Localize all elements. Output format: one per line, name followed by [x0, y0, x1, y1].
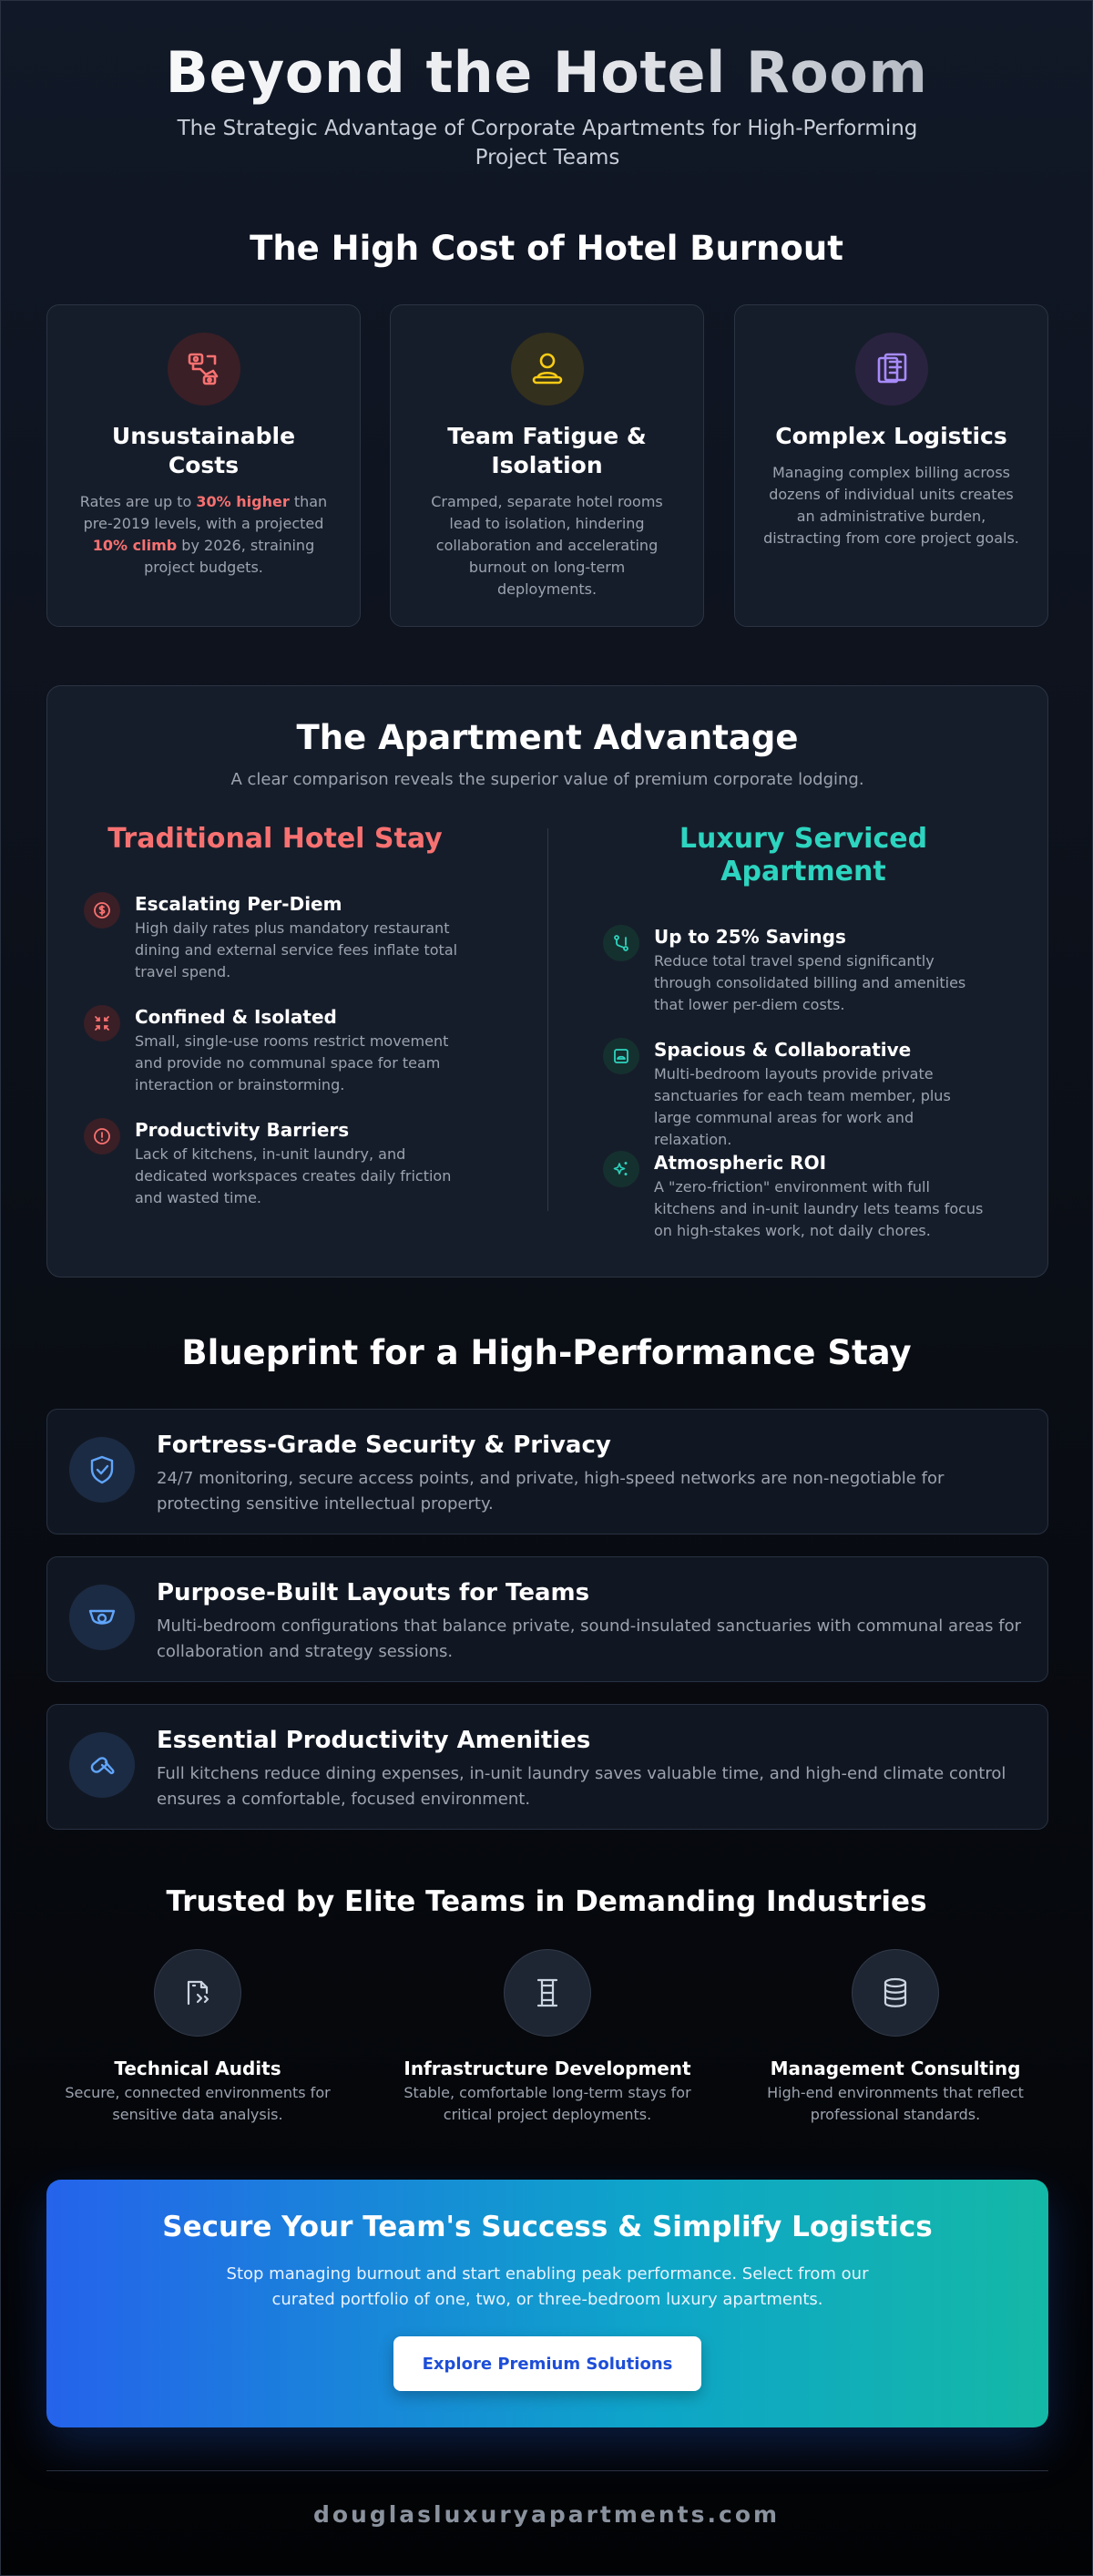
blueprint-row-title: Fortress-Grade Security & Privacy	[157, 1432, 611, 1459]
highlight-10-percent: 10% climb	[92, 537, 178, 554]
blueprint-section-title: Blueprint for a High-Performance Stay	[181, 1333, 912, 1372]
industry-text: High-end environments that reflect professional standards.	[767, 2084, 1024, 2123]
blueprint-row-security	[46, 1409, 1048, 1534]
advantage-panel	[46, 685, 1048, 1278]
cta-title: Secure Your Team's Success & Simplify Logistics	[162, 2211, 933, 2243]
card-text: Rates are up to 30% higher than pre-2019 levels, with a projected 10% climb by 2026, straining project budgets.	[79, 493, 328, 576]
advantage-subtitle: A clear comparison reveals the superior value of premium corporate lodging.	[230, 770, 864, 789]
hotel-item-per-diem	[84, 892, 466, 983]
compress-arrows-icon	[84, 1005, 120, 1042]
item-title: Escalating Per-Diem	[135, 893, 342, 915]
footer-domain: douglasluxuryapartments.com	[312, 2501, 781, 2528]
item-text: Small, single-use rooms restrict movement and provide no communal space for team interaction or brainstorming.	[135, 1032, 449, 1093]
apartment-item-roi	[603, 1151, 986, 1242]
card-title: Unsustainable Costs	[111, 423, 296, 478]
industry-title: Infrastructure Development	[403, 2058, 691, 2079]
advantage-title: The Apartment Advantage	[296, 718, 799, 757]
blueprint-row-amenities	[46, 1704, 1048, 1830]
industry-title: Management Consulting	[770, 2058, 1021, 2079]
industry-text: Stable, comfortable long-term stays for critical project deployments.	[403, 2084, 691, 2123]
item-text: Lack of kitchens, in-unit laundry, and dedicated workspaces creates daily friction and wasted time.	[135, 1145, 452, 1206]
trusted-section-title: Trusted by Elite Teams in Demanding Industries	[166, 1885, 927, 1918]
industry-title: Technical Audits	[114, 2058, 281, 2079]
item-title: Confined & Isolated	[135, 1006, 337, 1028]
item-text: Multi-bedroom layouts provide private sanctuaries for each team member, plus large communal areas for work and relaxation.	[654, 1065, 951, 1148]
card-title: Complex Logistics	[775, 423, 1007, 449]
person-alone-icon	[511, 333, 584, 405]
shield-check-icon	[69, 1437, 135, 1503]
burnout-section-title: The High Cost of Hotel Burnout	[250, 229, 843, 268]
dollar-circle-icon	[84, 892, 120, 929]
explore-solutions-button[interactable]: Explore Premium Solutions	[393, 2336, 701, 2391]
item-text: A "zero-friction" environment with full kitchens and in-unit laundry lets teams focus on high-stakes work, not daily chores.	[654, 1178, 984, 1239]
hotel-item-productivity	[84, 1118, 466, 1209]
industry-text: Secure, connected environments for sensitive data analysis.	[65, 2084, 331, 2123]
cta-text: Stop managing burnout and start enabling peak performance. Select from our curated portfolio of one, two, or three-bedroom luxury apartments.	[226, 2264, 869, 2309]
blueprint-row-text: Full kitchens reduce dining expenses, in-unit laundry saves valuable time, and high-end climate control ensures a comfortable, focused environment.	[157, 1764, 1006, 1809]
item-title: Up to 25% Savings	[654, 926, 846, 948]
page-title: Beyond the Hotel Room	[1, 39, 1092, 106]
apartment-item-spacious	[603, 1038, 986, 1151]
tools-icon	[69, 1732, 135, 1798]
highlight-30-percent: 30% higher	[196, 493, 290, 510]
industry-technical-audits	[34, 1949, 362, 2126]
fatigue-card	[390, 304, 704, 627]
hotel-column-heading: Traditional Hotel Stay	[107, 823, 443, 855]
item-title: Spacious & Collaborative	[654, 1039, 912, 1061]
hotel-item-confined	[84, 1005, 466, 1096]
item-title: Atmospheric ROI	[654, 1152, 827, 1174]
card-text: Cramped, separate hotel rooms lead to isolation, hindering collaboration and accelerating burnout on long-term deployments.	[431, 493, 663, 598]
blueprint-row-title: Purpose-Built Layouts for Teams	[157, 1579, 590, 1606]
money-dollar-icon	[168, 333, 240, 405]
item-text: High daily rates plus mandatory restaurant dining and external service fees inflate total travel spend.	[135, 919, 458, 980]
sofa-icon	[603, 1038, 639, 1074]
footer-divider	[46, 2470, 1048, 2471]
logistics-card	[734, 304, 1048, 627]
industry-infrastructure	[383, 1949, 711, 2126]
column-divider	[547, 828, 548, 1211]
item-text: Reduce total travel spend significantly through consolidated billing and amenities that lower per-diem costs.	[654, 952, 966, 1013]
merge-arrows-icon	[603, 925, 639, 961]
audit-document-icon	[154, 1949, 241, 2037]
clipboard-documents-icon	[855, 333, 928, 405]
blueprint-row-layouts	[46, 1556, 1048, 1682]
layout-rooms-icon	[69, 1585, 135, 1650]
blueprint-row-text: 24/7 monitoring, secure access points, and private, high-speed networks are non-negotiable for protecting sensitive intellectual property.	[157, 1469, 945, 1514]
blueprint-row-text: Multi-bedroom configurations that balance private, sound-insulated sanctuaries with communal areas for collaboration and strategy sessions.	[157, 1616, 1022, 1661]
card-title: Team Fatigue & Isolation	[447, 423, 647, 478]
industry-consulting	[731, 1949, 1059, 2126]
page-subtitle: The Strategic Advantage of Corporate Apartments for High-Performing Project Teams	[177, 117, 918, 169]
database-icon	[852, 1949, 939, 2037]
building-plan-icon	[504, 1949, 591, 2037]
cost-card	[46, 304, 361, 627]
alert-circle-icon	[84, 1118, 120, 1155]
card-text: Managing complex billing across dozens of individual units creates an administrative burden, distracting from core project goals.	[763, 464, 1019, 547]
apartment-item-savings	[603, 925, 986, 1016]
apartment-column-heading: Luxury Serviced Apartment	[679, 823, 928, 888]
cta-banner	[46, 2180, 1048, 2427]
blueprint-row-title: Essential Productivity Amenities	[157, 1727, 591, 1754]
sparkles-icon	[603, 1151, 639, 1187]
item-title: Productivity Barriers	[135, 1119, 350, 1141]
